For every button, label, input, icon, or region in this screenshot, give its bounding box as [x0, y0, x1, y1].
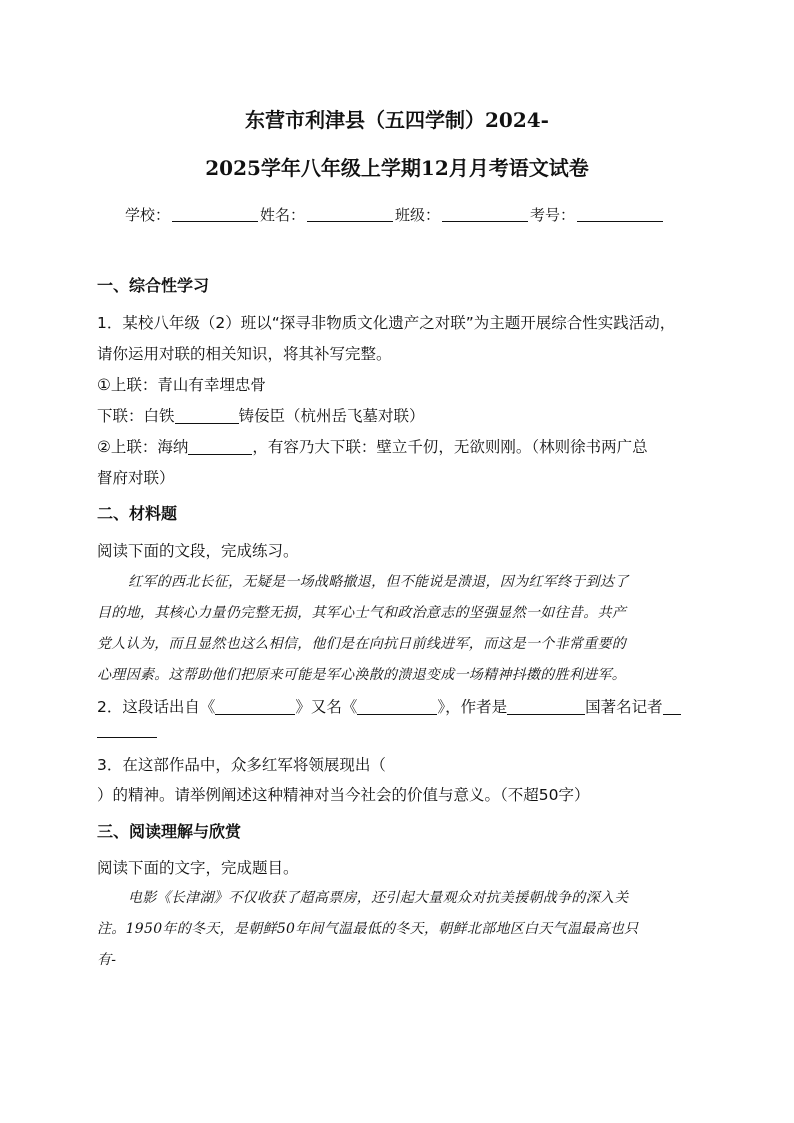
name-label: 姓名：	[260, 206, 306, 224]
section2-heading: 二、材料题	[97, 504, 178, 523]
q1-item2	[97, 435, 648, 457]
passage1-line: 目的地，其核心力量仍完整无损，其军心士气和政治意志的坚强显然一如往昔。共产	[97, 605, 627, 621]
q3-line1: 3．在这部作品中，众多红军将领展现出（	[97, 756, 386, 774]
passage1-line: 红军的西北长征，无疑是一场战略撤退，但不能说是溃退，因为红军终于到达了	[128, 574, 629, 590]
q2-text-c: 》，作者是	[437, 698, 508, 716]
school-label: 学校：	[125, 206, 171, 224]
q2-blank-author[interactable]	[663, 699, 681, 715]
name-blank[interactable]	[307, 207, 393, 222]
q3-line2: ）的精神。请举例阐述这种精神对当今社会的价值与意义。（不超50字）	[97, 786, 590, 804]
q1-item1-lower-a: 下联：白铁	[97, 407, 175, 425]
passage2-line: 电影《长津湖》不仅收获了超高票房，还引起大量观众对抗美援朝战争的深入关	[128, 890, 629, 906]
q2-blank-cont	[97, 721, 157, 739]
exam-no-label: 考号：	[530, 206, 576, 224]
section3-heading: 三、阅读理解与欣赏	[97, 822, 242, 841]
passage2-line: 注。1950年的冬天，是朝鲜50年间气温最低的冬天，朝鲜北部地区白天气温最高也只	[97, 921, 639, 937]
q2-text-d: 国著名记者	[585, 698, 663, 716]
exam-no-blank[interactable]	[577, 207, 663, 222]
exam-title-line2: 2025学年八年级上学期12月月考语文试卷	[205, 156, 589, 180]
q1-item2-b: ，有容乃大下联：壁立千仞，无欲则刚。（林则徐书两广总	[252, 438, 648, 456]
q1-item1-lower	[97, 404, 425, 426]
section2-intro: 阅读下面的文段，完成练习。	[97, 542, 299, 560]
passage1-line: 党人认为，而且显然也这么相信，他们是在向抗日前线进军，而这是一个非常重要的	[97, 636, 627, 652]
q1-item2-a: ②上联：海纳	[97, 438, 189, 456]
q1-blank-1[interactable]	[175, 408, 239, 424]
q2-blank-author-cont[interactable]	[97, 722, 157, 738]
q1-item1-lower-b: 铸佞臣（杭州岳飞墓对联）	[238, 407, 425, 425]
passage1-line: 心理因素。这帮助他们把原来可能是军心涣散的溃退变成一场精神抖擞的胜利进军。	[97, 667, 627, 683]
q2-line	[97, 695, 681, 717]
q2-blank-book[interactable]	[215, 699, 295, 715]
q1-item1-upper: ①上联：青山有幸埋忠骨	[97, 376, 266, 394]
q1-line1: 1．某校八年级（2）班以“探寻非物质文化遗产之对联”为主题开展综合性实践活动，	[97, 314, 676, 332]
q1-blank-2[interactable]	[188, 439, 252, 455]
q2-text-a: 2．这段话出自《	[97, 698, 216, 716]
q2-text-b: 》又名《	[295, 698, 358, 716]
section3-intro: 阅读下面的文字，完成题目。	[97, 859, 299, 877]
section1-heading: 一、综合性学习	[97, 276, 210, 295]
class-blank[interactable]	[442, 207, 528, 222]
student-info-row	[125, 204, 665, 225]
q2-blank-alias[interactable]	[357, 699, 437, 715]
q1-line2: 请你运用对联的相关知识，将其补写完整。	[97, 345, 392, 363]
class-label: 班级：	[395, 206, 441, 224]
q2-blank-country[interactable]	[507, 699, 585, 715]
passage2-line: 有-	[97, 952, 117, 968]
exam-title-line1: 东营市利津县（五四学制）2024-	[245, 108, 549, 132]
school-blank[interactable]	[172, 207, 258, 222]
q1-item2-cont: 督府对联）	[97, 469, 175, 487]
